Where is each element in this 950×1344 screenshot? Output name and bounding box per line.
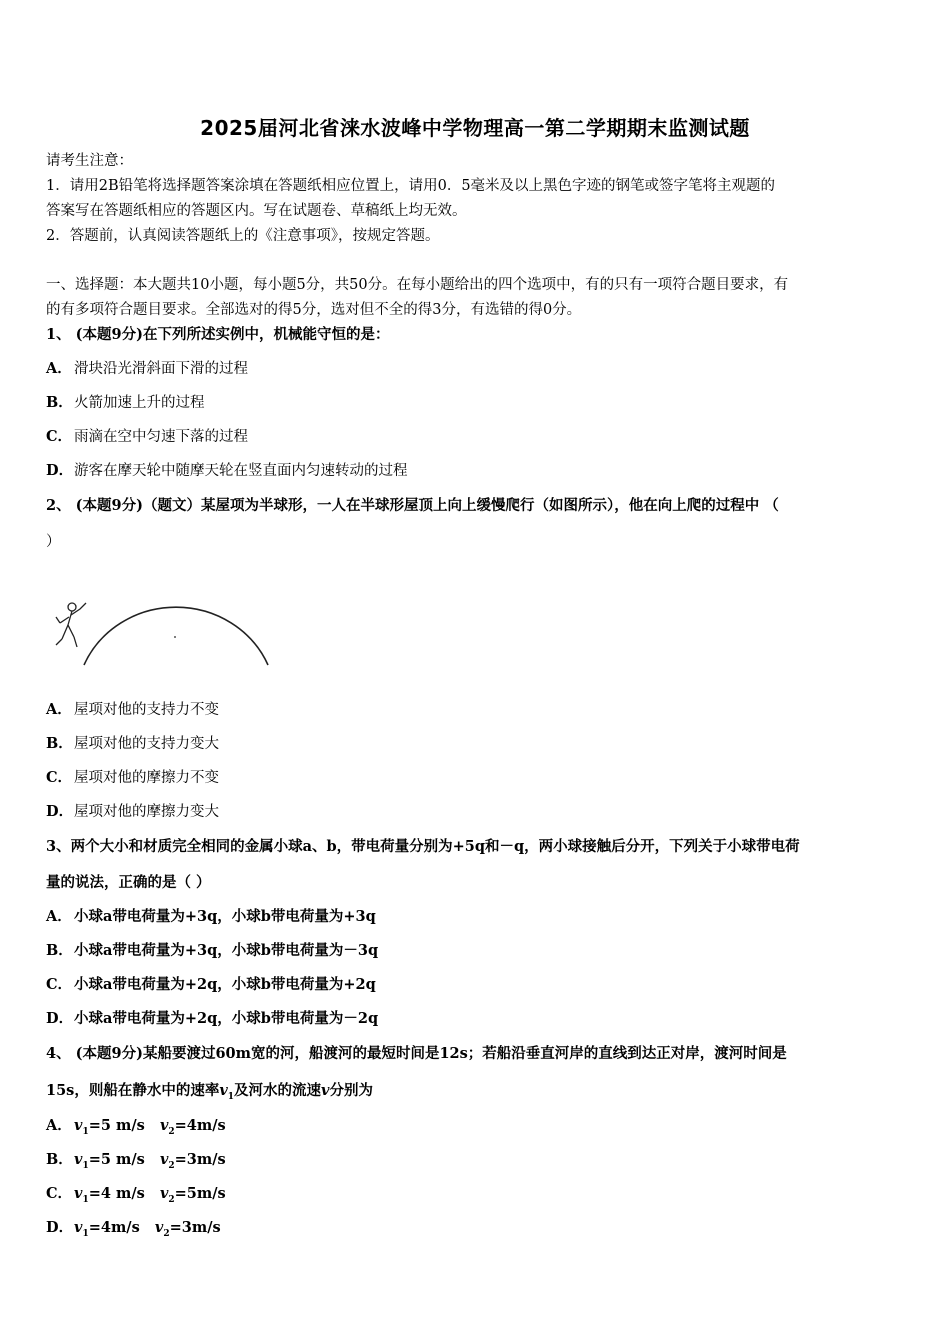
q3-option-b: B．小球a带电荷量为+3q，小球b带电荷量为－3q bbox=[46, 942, 379, 959]
q4-option-b: B．$v_1=5$ m/s $v_2=3m/s$ bbox=[46, 1151, 226, 1171]
q1-option-a: A． 滑块沿光滑斜面下滑的过程 bbox=[46, 360, 248, 377]
q2-option-d: D．屋项对他的摩擦力变大 bbox=[46, 803, 219, 820]
notice-line-1: 1．请用2B铅笔将选择题答案涂填在答题纸相应位置上，请用0．5毫米及以上黑色字迹的钢笔或签字笔将主观题的 bbox=[46, 178, 776, 194]
q1-option-c: C． 雨滴在空中匀速下落的过程 bbox=[46, 428, 248, 445]
q1-stem: 1、 (本题9分)在下列所述实例中，机械能守恒的是： bbox=[46, 326, 390, 343]
climber-icon bbox=[56, 603, 86, 647]
hemisphere-roof-figure bbox=[44, 565, 274, 680]
q3-option-a: A． 小球a带电荷量为+3q，小球b带电荷量为+3q bbox=[46, 908, 376, 925]
hemisphere-arc bbox=[84, 607, 268, 665]
q2-stem: 2、 (本题9分)（题文）某屋项为半球形，一人在半球形屋顶上向上缓慢爬行（如图所示），他在向上爬的过程中 （ bbox=[46, 497, 779, 514]
notice-line-1b: 答案写在答题纸相应的答题区内。写在试题卷、草稿纸上均无效。 bbox=[46, 203, 467, 219]
section-instructions-1: 一、选择题：本大题共10小题，每小题5分，共50分。在每小题给出的四个选项中，有的只有一项符合题目要求，有 bbox=[46, 277, 789, 293]
q1-option-d: D．游客在摩天轮中随摩天轮在竖直面内匀速转动的过程 bbox=[46, 462, 408, 479]
page-title: 2025届河北省涞水波峰中学物理高一第二学期期末监测试题 bbox=[200, 116, 750, 140]
q2-option-c: C． 屋项对他的摩擦力不变 bbox=[46, 769, 219, 786]
q4-option-d: D．$v_1=4m/s$ $v_2=3m/s$ bbox=[46, 1219, 221, 1239]
q4-stem: 4、 (本题9分)某船要渡过60m宽的河，船渡河的最短时间是12s；若船沿垂直河岸的直线到达正对岸，渡河时间是 bbox=[46, 1045, 787, 1062]
notice-heading: 请考生注意： bbox=[46, 153, 133, 169]
q4-option-c: C． $v_1=4$ m/s $v_2=5m/s$ bbox=[46, 1185, 226, 1205]
q4-option-a: A． $v_1=5$ m/s $v_2=4m/s$ bbox=[46, 1117, 226, 1137]
section-instructions-2: 的有多项符合题目要求。全部选对的得5分，选对但不全的得3分，有选错的得0分。 bbox=[46, 302, 582, 318]
q2-option-a: A． 屋项对他的支持力不变 bbox=[46, 701, 219, 718]
notice-line-2: 2．答题前，认真阅读答题纸上的《注意事项》，按规定答题。 bbox=[46, 228, 440, 244]
q3-option-d: D．小球a带电荷量为+2q，小球b带电荷量为－2q bbox=[46, 1010, 379, 1027]
q2-option-b: B．屋项对他的支持力变大 bbox=[46, 735, 219, 752]
q3-stem-cont: 量的说法，正确的是（ ） bbox=[46, 874, 211, 891]
q1-option-b: B．火箭加速上升的过程 bbox=[46, 394, 205, 411]
arc-center-dot bbox=[174, 636, 176, 638]
q3-stem: 3、两个大小和材质完全相同的金属小球a、b，带电荷量分别为+5q和－q，两小球接触后分开，下列关于小球带电荷 bbox=[46, 838, 800, 855]
q3-option-c: C． 小球a带电荷量为+2q，小球b带电荷量为+2q bbox=[46, 976, 376, 993]
q4-stem-cont: 15s，则船在静水中的速率$v_1$及河水的流速v分别为 bbox=[46, 1082, 373, 1102]
q2-stem-cont: ） bbox=[46, 534, 61, 550]
